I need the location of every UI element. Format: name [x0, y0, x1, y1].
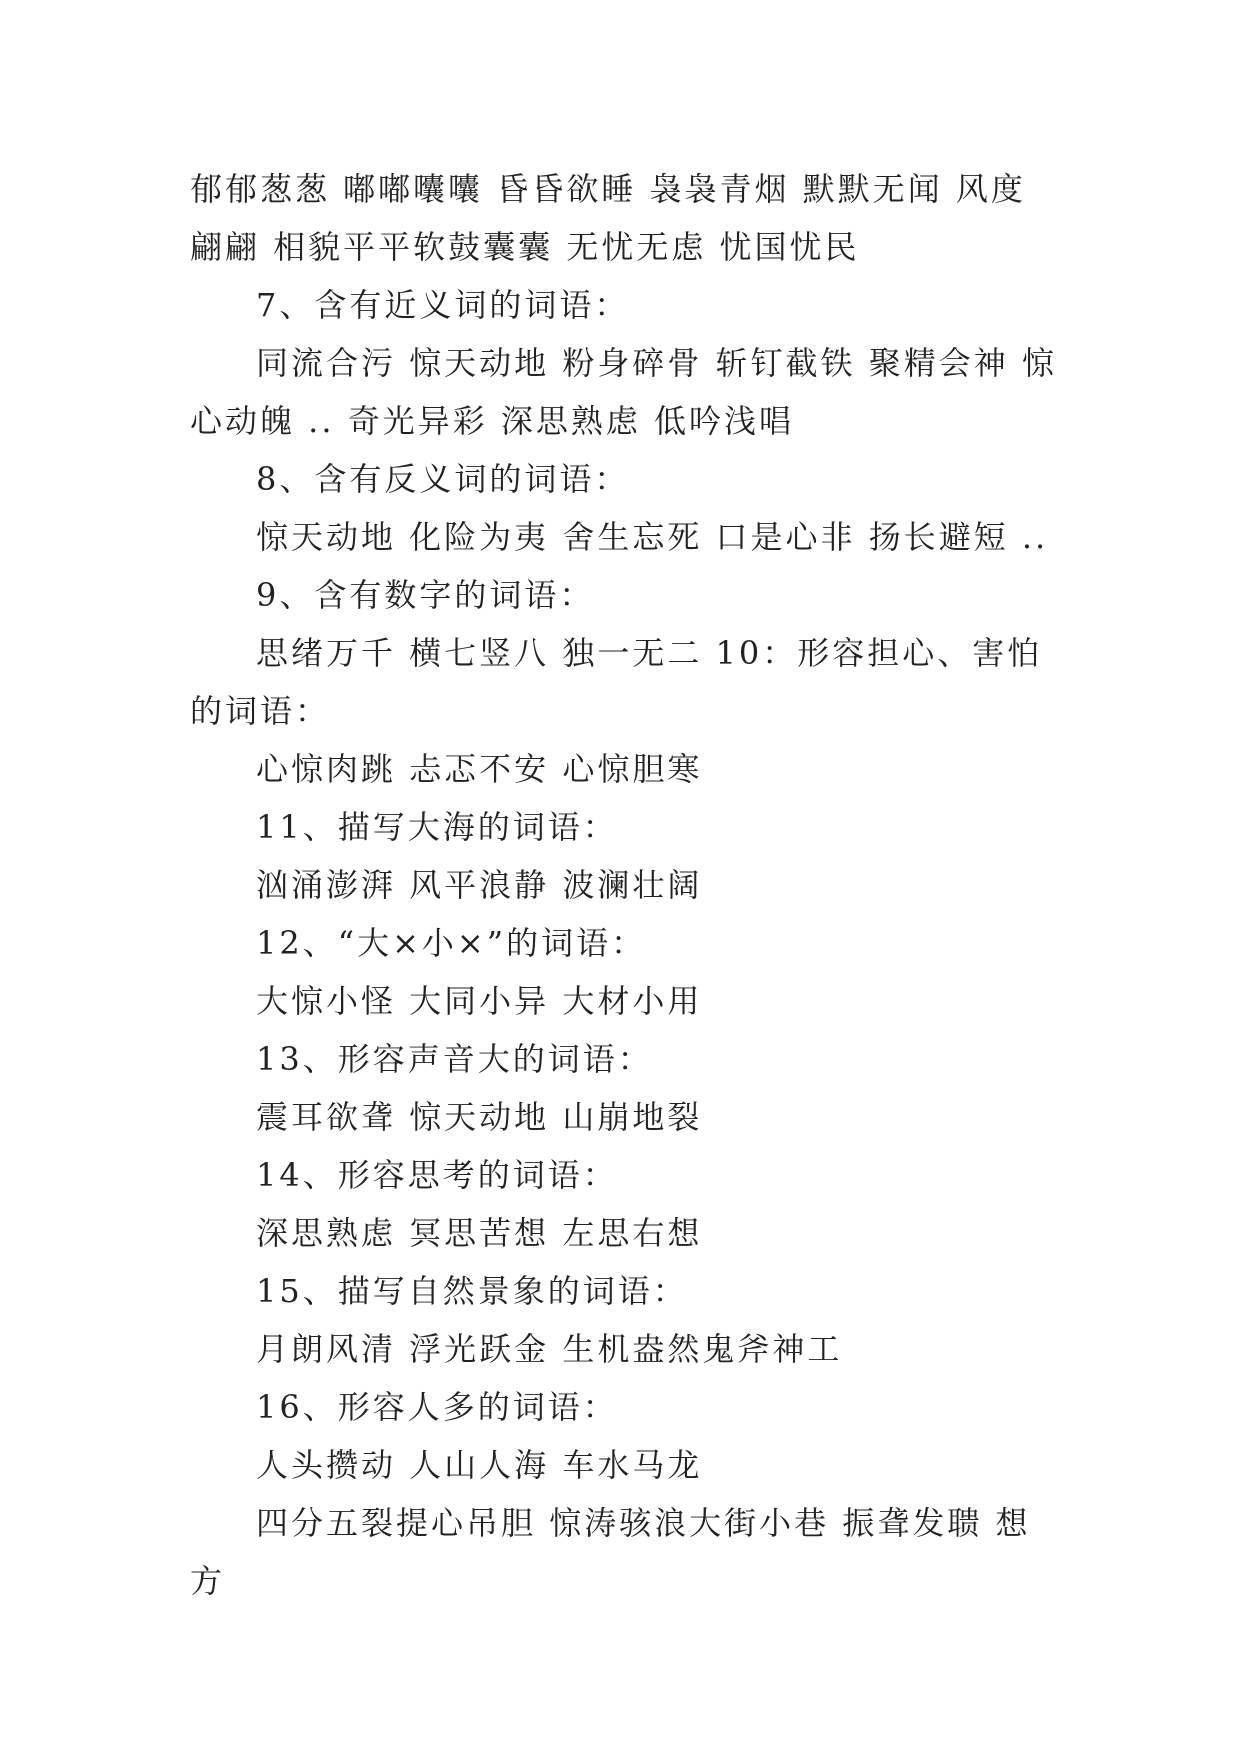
paragraph-worry-words: 心惊肉跳 忐忑不安 心惊胆寒	[256, 750, 703, 788]
heading-loud-sound-words: 13、形容声音大的词语：	[256, 1040, 653, 1078]
paragraph-sea-words: 汹涌澎湃 风平浪静 波澜壮阔	[256, 866, 703, 904]
heading-antonym-words: 8、含有反义词的词语：	[256, 460, 630, 498]
heading-thinking-words: 14、形容思考的词语：	[256, 1156, 618, 1194]
paragraph-synonym-words: 同流合污 惊天动地 粉身碎骨 斩钉截铁 聚精会神 惊心动魄 .. 奇光异彩 深思熟虑 低吟浅唱	[190, 344, 1057, 440]
heading-synonym-words: 7、含有近义词的词语：	[256, 286, 630, 324]
paragraph-antonym-words: 惊天动地 化险为夷 舍生忘死 口是心非 扬长避短 ..	[256, 518, 1049, 556]
heading-nature-words: 15、描写自然景象的词语：	[256, 1272, 688, 1310]
heading-sea-words: 11、描写大海的词语：	[256, 808, 618, 846]
heading-crowd-words: 16、形容人多的词语：	[256, 1388, 618, 1426]
paragraph-misc-words: 四分五裂提心吊胆 惊涛骇浪大街小巷 振聋发聩 想方	[190, 1504, 1031, 1600]
paragraph-number-words: 思绪万千 横七竖八 独一无二 10：形容担心、害怕的词语：	[190, 634, 1043, 730]
paragraph-crowd-words: 人头攒动 人山人海 车水马龙	[256, 1446, 703, 1484]
paragraph-reduplicated-words: 郁郁葱葱 嘟嘟囔囔 昏昏欲睡 袅袅青烟 默默无闻 风度翩翩 相貌平平软鼓囊囊 无忧无虑 忧国忧民	[190, 170, 1026, 266]
paragraph-big-small-words: 大惊小怪 大同小异 大材小用	[256, 982, 703, 1020]
paragraph-loud-sound-words: 震耳欲聋 惊天动地 山崩地裂	[256, 1098, 703, 1136]
paragraph-nature-words: 月朗风清 浮光跃金 生机盎然鬼斧神工	[256, 1330, 843, 1368]
paragraph-thinking-words: 深思熟虑 冥思苦想 左思右想	[256, 1214, 703, 1252]
document-body	[190, 160, 1060, 1610]
heading-big-small-words: 12、“大×小×”的词语：	[256, 924, 647, 962]
heading-number-words: 9、含有数字的词语：	[256, 576, 595, 614]
